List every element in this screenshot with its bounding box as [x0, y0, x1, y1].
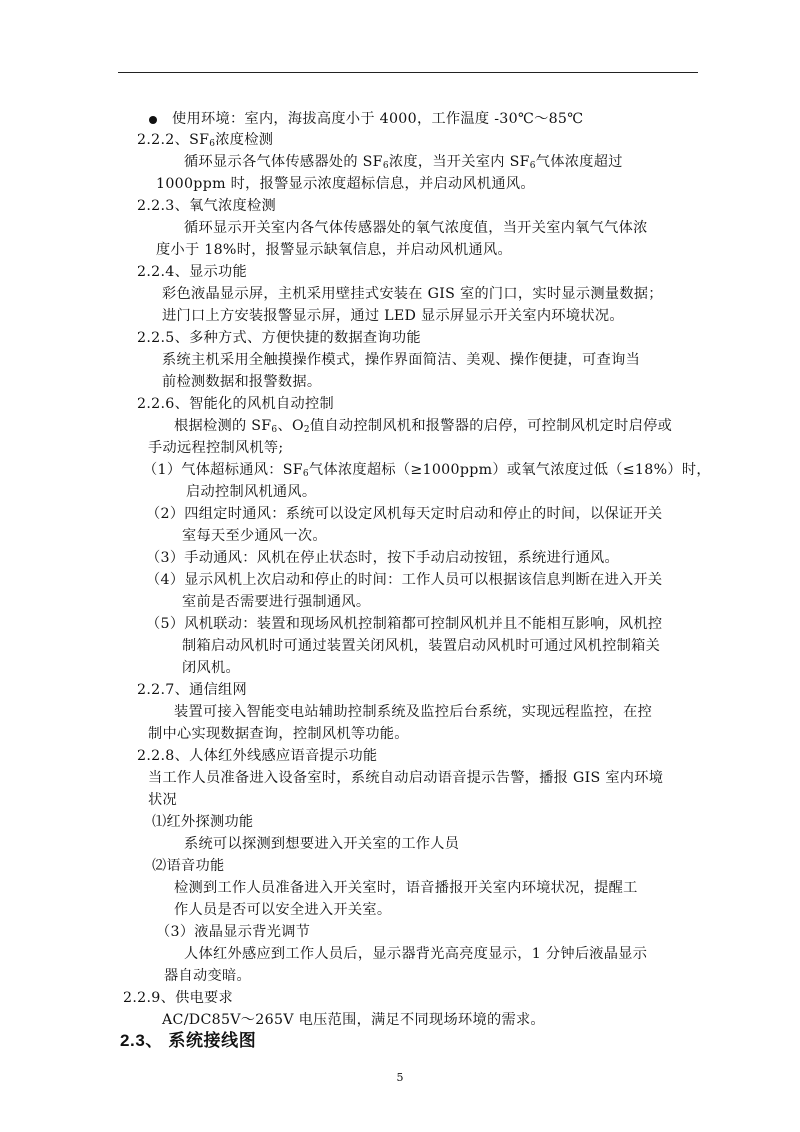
sub-2-l1: 检测到工作人员准备进入开关室时，语音播报开关室内环境状况，提醒工: [174, 880, 638, 896]
list-item-5: （5）风机联动：装置和现场风机控制箱都可控制风机并且不能相互影响，风机控: [146, 616, 663, 632]
bullet-icon: [149, 116, 157, 124]
heading-2-2-9: 2.2.9、供电要求: [123, 990, 234, 1006]
sub-3-l2: 器自动变暗。: [164, 968, 251, 984]
sub-3-l1: 人体红外感应到工作人员后，显示器背光高亮度显示，1 分钟后液晶显示: [184, 946, 648, 962]
heading-2-2-7: 2.2.7、通信组网: [137, 682, 248, 698]
heading-2-2-8: 2.2.8、人体红外线感应语音提示功能: [137, 748, 378, 764]
list-item-1-cont: 启动控制风机通风。: [186, 484, 317, 500]
sub-2-l2: 作人员是否可以安全进入开关室。: [174, 902, 392, 918]
heading-2-2-2: 2.2.2、$SF_6$浓度检测: [137, 132, 274, 149]
para-2-2-6-intro: 根据检测的 $SF_6$、$O_2$值自动控制风机和报警器的启停，可控制风机定时启停或: [174, 418, 673, 435]
para-2-2-3-l2: 度小于 18%时，报警显示缺氧信息，并启动风机通风。: [156, 242, 512, 258]
para-2-2-4-l2: 进门口上方安装报警显示屏，通过 LED 显示屏显示开关室内环境状况。: [162, 308, 624, 324]
para-2-2-4-l1: 彩色液晶显示屏，主机采用壁挂式安装在 GIS 室的门口，实时显示测量数据；: [162, 286, 663, 302]
para-2-2-5-l1: 系统主机采用全触摸操作模式，操作界面简洁、美观、操作便捷，可查询当: [162, 352, 641, 368]
para-2-2-2-l1: 循环显示各气体传感器处的 $SF_6$浓度，当开关室内 $SF_6$气体浓度超过: [184, 154, 623, 171]
para-2-2-9-l1: AC/DC85V～265V 电压范围，满足不同现场环境的需求。: [162, 1012, 545, 1028]
page-number: 5: [396, 1071, 404, 1084]
para-2-2-7-l2: 制中心实现数据查询，控制风机等功能。: [148, 726, 409, 742]
heading-2-2-3: 2.2.3、氧气浓度检测: [137, 198, 277, 214]
list-item-2-cont: 室每天至少通风一次。: [182, 528, 327, 544]
sub-heading-1: ⑴红外探测功能: [152, 814, 254, 830]
list-item-5-cont1: 制箱启动风机时可通过装置关闭风机，装置启动风机时可通过风机控制箱关: [182, 638, 661, 654]
list-item-3: （3）手动通风：风机在停止状态时，按下手动启动按钮，系统进行通风。: [146, 550, 619, 566]
para-2-2-6-intro2: 手动远程控制风机等;: [148, 440, 284, 456]
para-2-2-7-l1: 装置可接入智能变电站辅助控制系统及监控后台系统，实现远程监控，在控: [174, 704, 653, 720]
list-item-1: （1）气体超标通风：$SF_6$气体浓度超标（≥1000ppm）或氧气浓度过低（≤18%）时，: [143, 462, 711, 479]
list-item-4-cont: 室前是否需要进行强制通风。: [182, 594, 371, 610]
list-item-5-cont2: 闭风机。: [182, 660, 240, 676]
heading-2-2-4: 2.2.4、显示功能: [137, 264, 248, 280]
para-2-2-5-l2: 前检测数据和报警数据。: [162, 374, 322, 390]
heading-2-2-5: 2.2.5、多种方式、方便快捷的数据查询功能: [137, 330, 421, 346]
sub-1-text: 系统可以探测到想要进入开关室的工作人员: [184, 836, 460, 852]
env-line: 使用环境：室内，海拔高度小于 4000，工作温度 -30℃～85℃: [172, 111, 584, 127]
heading-2-2-6: 2.2.6、智能化的风机自动控制: [137, 396, 334, 412]
list-item-4: （4）显示风机上次启动和停止的时间：工作人员可以根据该信息判断在进入开关: [146, 572, 663, 588]
list-item-2: （2）四组定时通风：系统可以设定风机每天定时启动和停止的时间，以保证开关: [146, 506, 663, 522]
section-title-2-3: 2.3、 系统接线图: [120, 1031, 257, 1050]
para-2-2-8-l2: 状况: [148, 792, 177, 808]
para-2-2-2-l2: 1000ppm 时，报警显示浓度超标信息，并启动风机通风。: [156, 176, 535, 192]
sub-heading-3: （3）液晶显示背光调节: [156, 924, 311, 940]
sub-heading-2: ⑵语音功能: [152, 858, 225, 874]
para-2-2-8-l1: 当工作人员准备进入设备室时，系统自动启动语音提示告警，播报 GIS 室内环境: [148, 770, 664, 786]
para-2-2-3-l1: 循环显示开关室内各气体传感器处的氧气浓度值，当开关室内氧气气体浓: [184, 220, 648, 236]
header-rule: [118, 72, 698, 73]
